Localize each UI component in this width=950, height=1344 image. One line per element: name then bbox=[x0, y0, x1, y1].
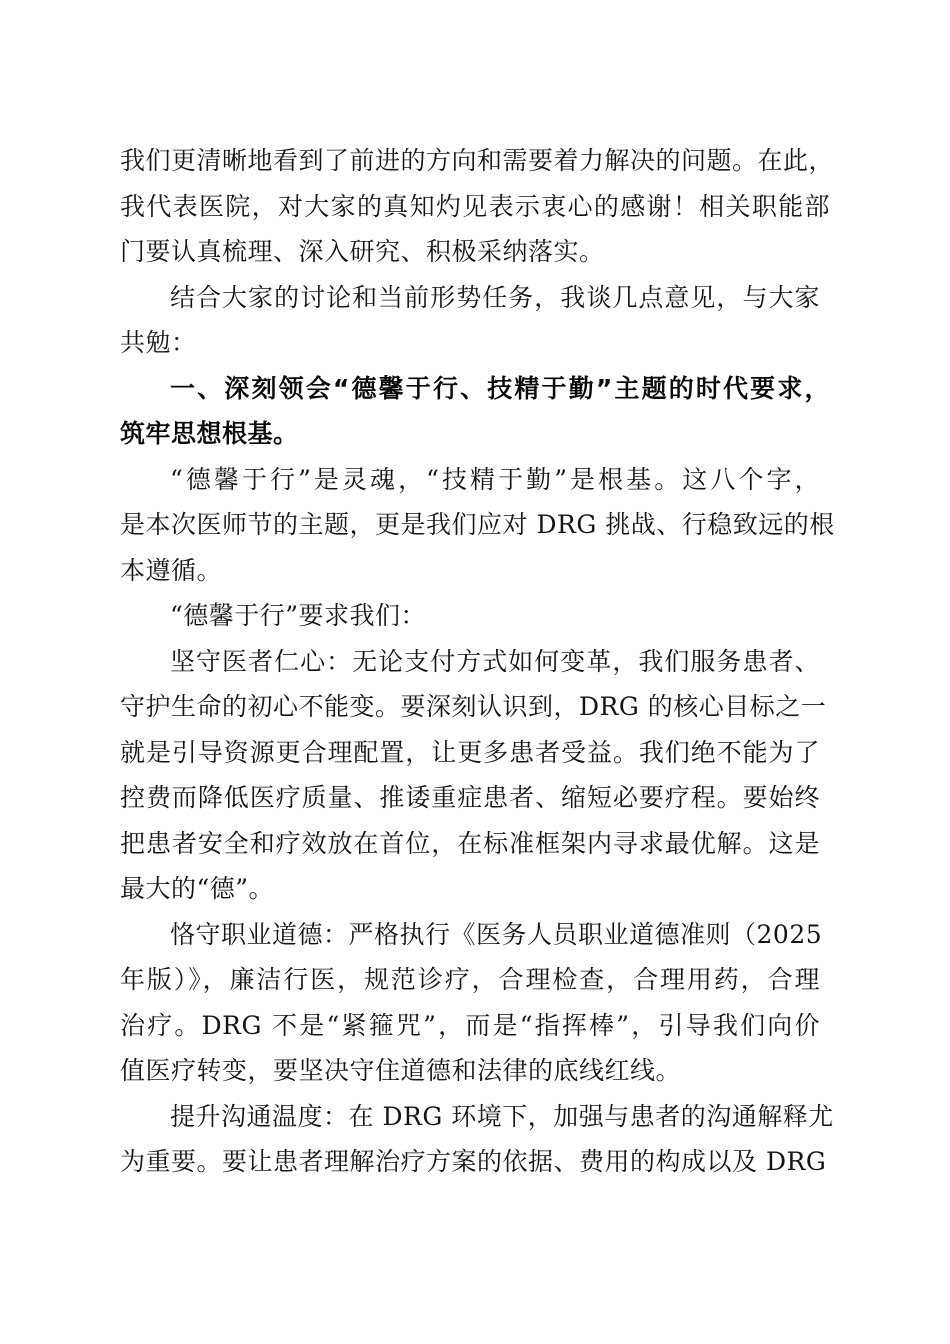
paragraph-line: 为重要。要让患者理解治疗方案的依据、费用的构成以及 DRG bbox=[120, 1147, 827, 1176]
section-heading: 筑牢思想根基。 bbox=[120, 419, 299, 448]
paragraph-line: 门要认真梳理、深入研究、积极采纳落实。 bbox=[120, 237, 605, 266]
paragraph-line: 控费而降低医疗质量、推诿重症患者、缩短必要疗程。要始终 bbox=[120, 783, 820, 812]
paragraph-line: 是本次医师节的主题，更是我们应对 DRG 挑战、行稳致远的根 bbox=[120, 510, 835, 539]
paragraph-line: 把患者安全和疗效放在首位，在标准框架内寻求最优解。这是 bbox=[120, 829, 820, 858]
paragraph-line: 本遵循。 bbox=[120, 556, 223, 585]
section-heading: 一、深刻领会“德馨于行、技精于勤”主题的时代要求， bbox=[170, 374, 830, 403]
paragraph-line: 就是引导资源更合理配置，让更多患者受益。我们绝不能为了 bbox=[120, 738, 820, 767]
paragraph-line: 治疗。DRG 不是“紧箍咒”，而是“指挥棒”，引导我们向价 bbox=[120, 1011, 820, 1040]
paragraph-line: 最大的“德”。 bbox=[120, 874, 275, 903]
paragraph-line: 值医疗转变，要坚决守住道德和法律的底线红线。 bbox=[120, 1056, 682, 1085]
paragraph-line: 年版）》，廉洁行医，规范诊疗，合理检查，合理用药，合理 bbox=[120, 965, 820, 994]
paragraph-line: 我代表医院，对大家的真知灼见表示衷心的感谢！相关职能部 bbox=[120, 192, 830, 221]
paragraph-line: 坚守医者仁心：无论支付方式如何变革，我们服务患者、 bbox=[170, 647, 820, 676]
paragraph-line: “德馨于行”是灵魂，“技精于勤”是根基。这八个字， bbox=[170, 465, 820, 494]
paragraph-line: 恪守职业道德：严格执行《医务人员职业道德准则（2025 bbox=[170, 920, 823, 949]
paragraph-line: 我们更清晰地看到了前进的方向和需要着力解决的问题。在此， bbox=[120, 146, 835, 175]
paragraph-line: 共勉： bbox=[120, 328, 197, 357]
paragraph-line: “德馨于行”要求我们： bbox=[170, 601, 427, 630]
paragraph-line: 提升沟通温度：在 DRG 环境下，加强与患者的沟通解释尤 bbox=[170, 1102, 834, 1131]
paragraph-line: 结合大家的讨论和当前形势任务，我谈几点意见，与大家 bbox=[170, 283, 820, 312]
paragraph-line: 守护生命的初心不能变。要深刻认识到，DRG 的核心目标之一 bbox=[120, 692, 827, 721]
